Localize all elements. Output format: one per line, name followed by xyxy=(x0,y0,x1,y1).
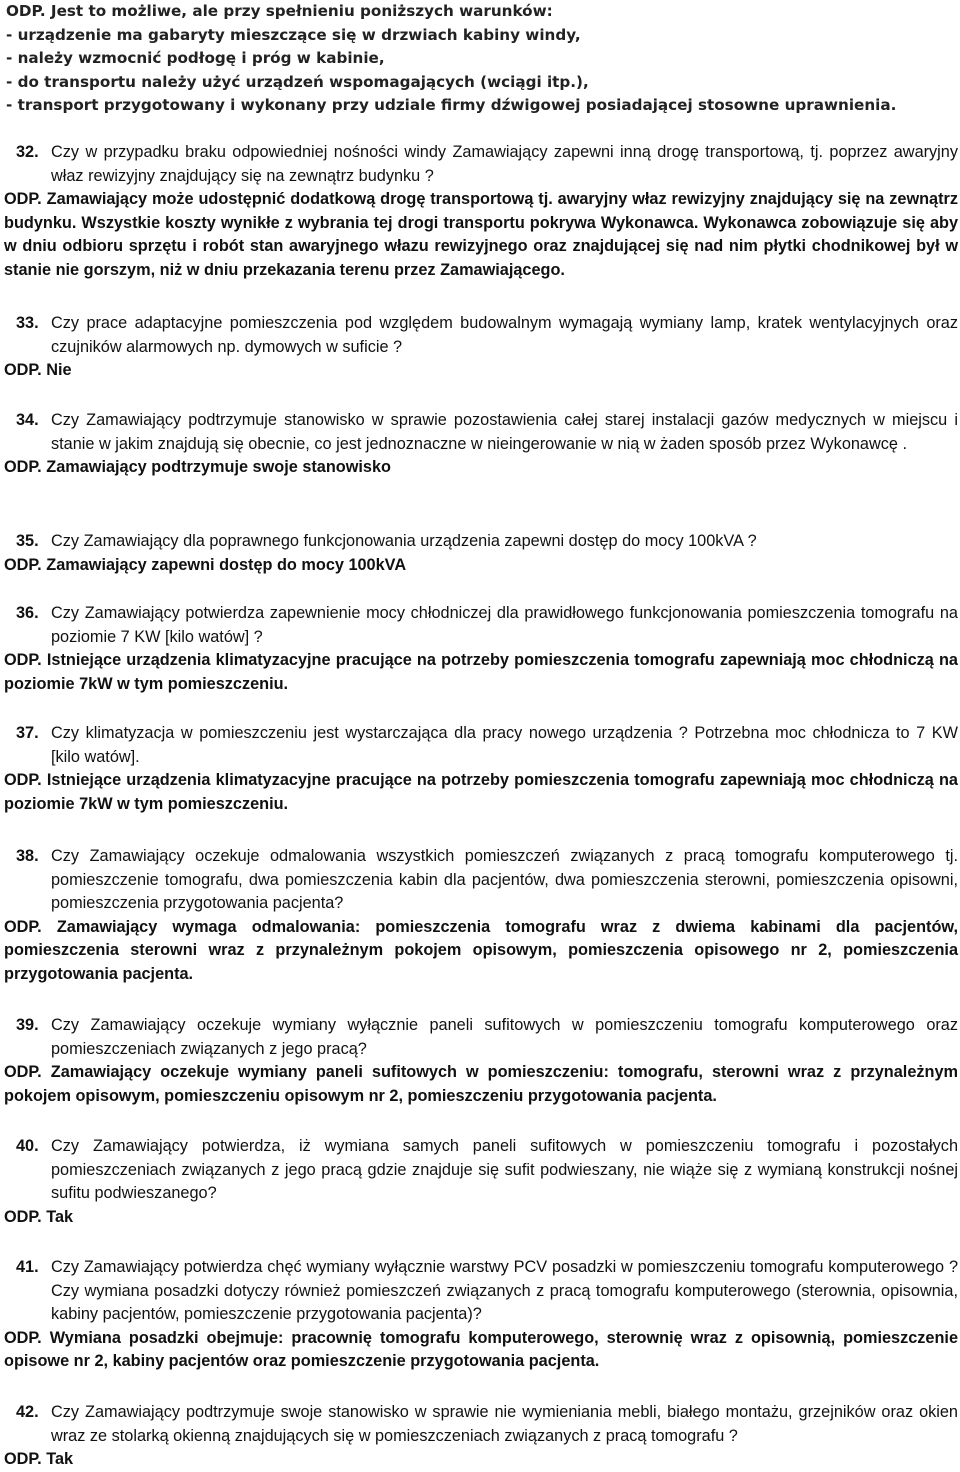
question xyxy=(0,1256,958,1327)
intro-answer-block xyxy=(6,0,956,118)
question-text: Czy Zamawiający potwierdza chęć wymiany wyłącznie warstwy PCV posadzki w pomieszczeniu tomografu komputerowego ? Czy wymiana posadzki dotyczy również pomieszczeń związanych z pracą tomografu komputerowego (sterownia, opisownia, kabiny pacjentów, pomieszczenie przygotowania pacjenta)? xyxy=(51,1258,958,1324)
question-number: 32. xyxy=(16,143,39,161)
answer xyxy=(0,649,958,696)
intro-line: - do transportu należy użyć urządzeń wspomagających (wciągi itp.), xyxy=(6,72,589,91)
answer-text: Wymiana posadzki obejmuje: pracownię tomografu komputerowego, sterownię wraz z opisownią, pomieszczenie opisowe nr 2, kabiny pacjentów oraz pomieszczenie przygotowania pacjenta. xyxy=(4,1328,959,1371)
answer xyxy=(0,1061,958,1108)
answer-text: Zamawiający zapewni dostęp do mocy 100kVA xyxy=(46,555,407,574)
answer-label: ODP. xyxy=(4,651,42,670)
qa-item-38 xyxy=(0,845,958,987)
answer-label: ODP. xyxy=(4,190,42,209)
question xyxy=(0,312,958,359)
answer xyxy=(0,1448,958,1472)
question xyxy=(0,845,958,916)
answer-label: ODP. xyxy=(4,771,42,790)
answer-text: Nie xyxy=(46,361,72,380)
question-number: 38. xyxy=(16,847,39,865)
question-number: 41. xyxy=(16,1258,39,1276)
qa-item-37 xyxy=(0,722,958,816)
intro-line: - należy wzmocnić podłogę i próg w kabinie, xyxy=(6,49,385,68)
question xyxy=(0,1014,958,1061)
qa-item-35 xyxy=(0,530,958,577)
intro-line: - transport przygotowany i wykonany przy udziale firmy dźwigowej posiadającej stosowne uprawnienia. xyxy=(6,96,897,115)
question-number: 35. xyxy=(16,532,39,550)
question-number: 40. xyxy=(16,1137,39,1155)
question xyxy=(0,409,958,456)
answer-text: Zamawiający może udostępnić dodatkową drogę transportową tj. awaryjny właz rewizyjny znajdujący się na zewnątrz budynku. Wszystkie koszty wynikłe z wybrania tej drogi transportu pokrywa Wykonawca. Wykonawca zobowiązuje się aby w dniu odbioru sprzętu i robót stan awaryjnego włazu rewizyjnego oraz znajdującej się nad nim płytki chodnikowej był w stanie nie gorszym, niż w dniu przekazania terenu przez Zamawiającego. xyxy=(4,190,959,279)
answer xyxy=(0,456,958,480)
answer xyxy=(0,1327,958,1374)
answer-label: ODP. xyxy=(4,1207,42,1226)
answer xyxy=(0,769,958,816)
question xyxy=(0,722,958,769)
question-text: Czy Zamawiający dla poprawnego funkcjonowania urządzenia zapewni dostęp do mocy 100kVA ? xyxy=(51,532,757,550)
answer-text: Tak xyxy=(46,1450,74,1469)
qa-item-32 xyxy=(0,141,958,283)
answer-text: Zamawiający oczekuje wymiany paneli sufitowych w pomieszczeniu: tomografu, sterowni wraz z przynależnym pokojem opisowym, pomieszczeniu opisowym nr 2, pomieszczeniu przygotowania pacjenta. xyxy=(4,1063,958,1105)
question-text: Czy Zamawiający oczekuje odmalowania wszystkich pomieszczeń związanych z pracą tomografu komputerowego tj. pomieszczenie tomografu, dwa pomieszczenia kabin dla pacjentów, dwa pomieszczenia sterowni, pomieszczenia opisowni, pomieszczenia przygotowania pacjenta? xyxy=(51,847,958,913)
question-number: 36. xyxy=(16,604,39,622)
answer-text: Zamawiający podtrzymuje swoje stanowisko xyxy=(46,458,391,477)
question-number: 37. xyxy=(16,724,39,742)
question-text: Czy Zamawiający potwierdza zapewnienie mocy chłodniczej dla prawidłowego funkcjonowania pomieszczenia tomografu na poziomie 7 KW [kilo watów] ? xyxy=(51,604,958,646)
qa-item-36 xyxy=(0,602,958,696)
question-number: 34. xyxy=(16,411,39,429)
question-text: Czy Zamawiający podtrzymuje stanowisko w sprawie pozostawienia całej starej instalacji gazów medycznych w miejscu i stanie w jakim znajdują się obecnie, co jest jednoznaczne w nieingerowanie w nią w żaden sposób przez Wykonawcę . xyxy=(51,411,958,453)
qa-item-42 xyxy=(0,1401,958,1472)
question xyxy=(0,141,958,188)
question-text: Czy klimatyzacja w pomieszczeniu jest wystarczająca dla pracy nowego urządzenia ? Potrzebna moc chłodnicza to 7 KW [kilo watów]. xyxy=(51,724,958,766)
intro-line: ODP. Jest to możliwe, ale przy spełnieniu poniższych warunków: xyxy=(6,2,553,20)
question xyxy=(0,602,958,649)
question-number: 39. xyxy=(16,1016,39,1034)
question-number: 33. xyxy=(16,314,39,332)
answer-label: ODP. xyxy=(4,1328,42,1347)
answer xyxy=(0,554,958,578)
answer-label: ODP. xyxy=(4,361,42,380)
answer-text: Istniejące urządzenia klimatyzacyjne pracujące na potrzeby pomieszczenia tomografu zapewniają moc chłodniczą na poziomie 7kW w tym pomieszczeniu. xyxy=(4,651,958,693)
qa-item-39 xyxy=(0,1014,958,1108)
answer-label: ODP. xyxy=(4,555,42,574)
answer xyxy=(0,916,958,987)
answer-text: Zamawiający wymaga odmalowania: pomieszczenia tomografu wraz z dwiema kabinami dla pacjentów, pomieszczenia sterowni wraz z przynależnym pokojem opisowym, pomieszczenia opisowego nr 2, pomieszczenia przygotowania pacjenta. xyxy=(4,917,958,983)
answer xyxy=(0,188,958,282)
answer-label: ODP. xyxy=(4,1450,42,1469)
qa-item-33 xyxy=(0,312,958,383)
question xyxy=(0,1401,958,1448)
question-text: Czy Zamawiający oczekuje wymiany wyłącznie paneli sufitowych w pomieszczeniu tomografu komputerowego oraz pomieszczeniach związanych z jego pracą? xyxy=(51,1016,958,1058)
qa-item-34 xyxy=(0,409,958,480)
answer xyxy=(0,1206,958,1230)
answer-label: ODP. xyxy=(4,458,42,477)
qa-item-40 xyxy=(0,1135,958,1229)
intro-line: - urządzenie ma gabaryty mieszczące się w drzwiach kabiny windy, xyxy=(6,25,581,44)
question-text: Czy Zamawiający potwierdza, iż wymiana samych paneli sufitowych w pomieszczeniu tomografu i pozostałych pomieszczeniach związanych z jego pracą gdzie znajduje się sufit podwieszany, nie wiąże się z wymianą konstrukcji nośnej sufitu podwieszanego? xyxy=(51,1137,958,1203)
question-text: Czy w przypadku braku odpowiedniej nośności windy Zamawiający zapewni inną drogę transportową, tj. poprzez awaryjny właz rewizyjny znajdujący się na zewnątrz budynku ? xyxy=(51,143,958,185)
question xyxy=(0,530,958,554)
question-number: 42. xyxy=(16,1403,39,1421)
answer-label: ODP. xyxy=(4,1063,42,1082)
answer-text: Tak xyxy=(46,1207,74,1226)
question xyxy=(0,1135,958,1206)
question-text: Czy prace adaptacyjne pomieszczenia pod względem budowalnym wymagają wymiany lamp, kratek wentylacyjnych oraz czujników alarmowych np. dymowych w suficie ? xyxy=(51,314,958,356)
answer xyxy=(0,359,958,383)
qa-item-41 xyxy=(0,1256,958,1374)
answer-label: ODP. xyxy=(4,917,42,936)
question-text: Czy Zamawiający podtrzymuje swoje stanowisko w sprawie nie wymieniania mebli, białego montażu, grzejników oraz okien wraz ze stolarką okienną znajdujących się w pomieszczeniach związanych z pracą tomografu ? xyxy=(51,1403,958,1445)
answer-text: Istniejące urządzenia klimatyzacyjne pracujące na potrzeby pomieszczenia tomografu zapewniają moc chłodniczą na poziomie 7kW w tym pomieszczeniu. xyxy=(4,771,958,813)
